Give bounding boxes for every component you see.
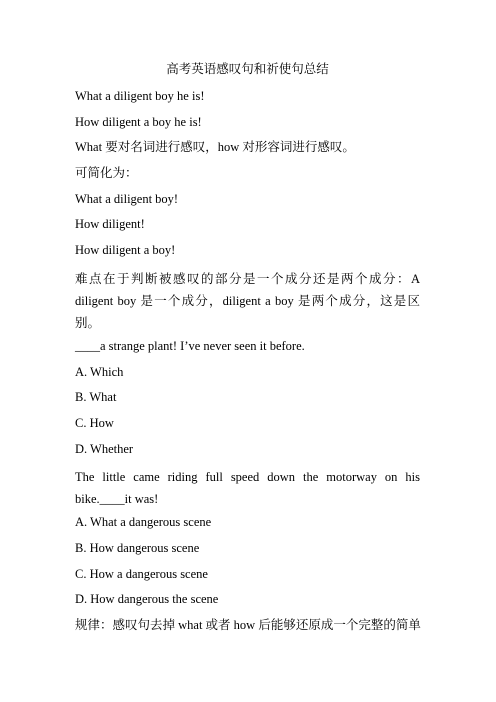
- question-1-stem: ____a strange plant! I’ve never seen it before.: [75, 338, 305, 353]
- question-1-option-b: B. What: [75, 390, 117, 405]
- question-1-option-a: A. Which: [75, 364, 124, 379]
- example-sentence-what: What a diligent boy he is!: [75, 89, 205, 103]
- simplified-sentence-3: How diligent a boy!: [75, 243, 176, 258]
- question-2-stem: The little came riding full speed down the motorway on his bike.____it was!: [75, 470, 420, 507]
- question-2-option-a: A. What a dangerous scene: [75, 515, 212, 530]
- question-2-option-b: B. How dangerous scene: [75, 540, 200, 555]
- document-body: [75, 60, 420, 643]
- difficulty-explanation: 难点在于判断被感叹的部分是一个成分还是两个成分：A diligent boy 是一个成分，diligent a boy 是两个成分，这是区别。: [75, 271, 420, 330]
- question-1-option-c: C. How: [75, 415, 114, 430]
- simplified-sentence-1: What a diligent boy!: [75, 191, 179, 206]
- question-2-option-d: D. How dangerous the scene: [75, 592, 219, 607]
- question-1-option-d: D. Whether: [75, 441, 134, 456]
- example-sentence-how: How diligent a boy he is!: [75, 114, 202, 129]
- simplified-sentence-2: How diligent!: [75, 217, 145, 232]
- rule-what-how: What 要对名词进行感叹，how 对形容词进行感叹。: [75, 140, 355, 155]
- rule-summary: 规律：感叹句去掉 what 或者 how 后能够还原成一个完整的简单: [75, 618, 421, 632]
- document-title: 高考英语感叹句和祈使句总结: [166, 62, 329, 76]
- simplify-heading: 可简化为：: [75, 166, 138, 181]
- question-2-option-c: C. How a dangerous scene: [75, 566, 208, 581]
